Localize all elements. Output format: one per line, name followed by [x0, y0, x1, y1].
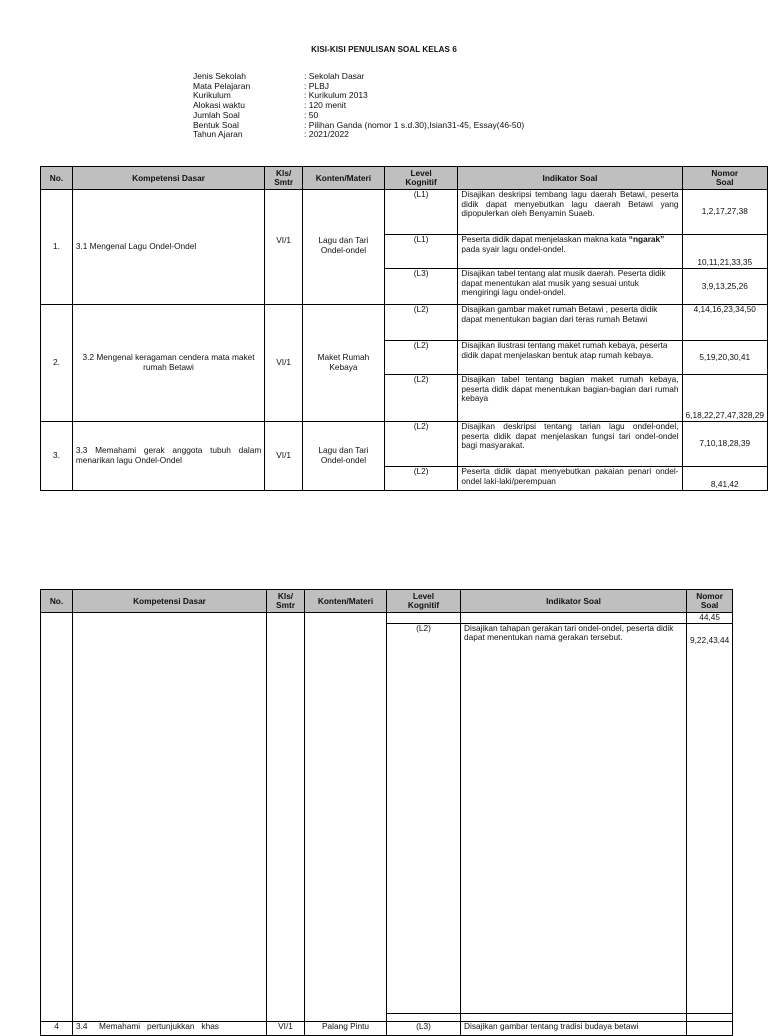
header-nomor-soal [687, 590, 733, 613]
document-title: KISI-KISI PENULISAN SOAL KELAS 6 [311, 45, 457, 54]
table-row [41, 422, 768, 467]
kisi-kisi-table [40, 166, 768, 491]
cell-level: (L1) [384, 190, 458, 235]
header-indikator-soal: Indikator Soal [458, 167, 682, 190]
info-value: : 50 [304, 109, 319, 120]
info-value: : PLBJ [304, 80, 330, 91]
info-label: Bentuk Soal [193, 119, 239, 130]
cell-level: (L2) [384, 341, 458, 375]
header-kls-smtr [267, 590, 305, 613]
cell-no: 3. [41, 422, 73, 491]
cell-nomor: 5,19,20,30,41 [682, 341, 767, 375]
table-row [41, 1021, 733, 1035]
cell-indikator [461, 1013, 687, 1021]
info-row [193, 101, 524, 111]
kisi-kisi-table-continued [40, 589, 733, 1036]
cell-konten: Lagu dan Tari Ondel-ondel [303, 422, 385, 491]
cell-kompetensi-dasar: 3.4 Memahami pertunjukkan khas [73, 1021, 267, 1035]
cell-level [387, 613, 461, 624]
cell-kls: VI/1 [267, 1021, 305, 1035]
cell-no [41, 613, 73, 1022]
indikator-text: Peserta didik dapat menjelaskan makna kata [461, 234, 629, 244]
cell-indikator: Disajikan gambar tentang tradisi budaya betawi [461, 1021, 687, 1035]
header-text: Level [412, 591, 435, 602]
cell-kompetensi-dasar: 3.2 Mengenal keragaman cendera mata maket rumah Betawi [72, 305, 264, 422]
cell-kompetensi-dasar: 3.3 Memahami gerak anggota tubuh dalam menarikan lagu Ondel-Ondel [72, 422, 264, 491]
header-nomor-soal [682, 167, 767, 190]
header-no: No. [41, 590, 73, 613]
cell-indikator: Peserta didik dapat menyebutkan pakaian penari ondel-ondel laki-laki/perempuan [458, 467, 682, 491]
cell-nomor [687, 1021, 733, 1035]
cell-no: 2. [41, 305, 73, 422]
cell-level: (L1) [384, 235, 458, 269]
cell-konten [305, 613, 387, 1022]
cell-nomor: 9,22,43,44 [687, 623, 733, 1013]
cell-indikator: Disajikan deskripsi tentang tarian lagu ondel-ondel, peserta didik dapat menjelaskan fungsi tari ondel-ondel bagi masyarakat. [458, 422, 682, 467]
info-label: Kurikulum [193, 90, 231, 101]
header-text: Nomor [711, 168, 739, 179]
info-label: Jenis Sekolah [193, 71, 246, 81]
info-label: Alokasi waktu [193, 100, 245, 111]
cell-nomor: 8,41,42 [682, 467, 767, 491]
header-text: Soal [716, 177, 734, 187]
info-value: : Sekolah Dasar [304, 71, 365, 81]
indikator-bold-term: “ngarak” [628, 234, 665, 244]
header-text: Nomor [696, 591, 723, 602]
cell-indikator: Disajikan ilustrasi tentang maket rumah kebaya, peserta didik dapat menjelaskan bentuk atap rumah kebaya. [458, 341, 682, 375]
cell-nomor: 1,2,17,27,38 [682, 190, 767, 235]
indikator-text: pada syair lagu ondel-ondel. [461, 243, 566, 254]
info-label: Tahun Ajaran [193, 129, 243, 140]
cell-indikator: Disajikan tabel tentang alat musik daerah. Peserta didik dapat menentukan alat musik yang sesuai untuk mengiringi lagu ondel-ondel. [458, 269, 682, 305]
cell-nomor: 3,9,13,25,26 [682, 269, 767, 305]
document-info [193, 72, 524, 140]
cell-level [387, 1013, 461, 1021]
header-text: Smtr [274, 177, 294, 187]
cell-nomor: 10,11,21,33,35 [682, 235, 767, 269]
cell-no: 1. [41, 190, 73, 305]
header-no: No. [41, 167, 73, 190]
cell-kls: VI/1 [265, 422, 303, 491]
table-row [41, 305, 768, 341]
header-kompetensi-dasar: Kompetensi Dasar [72, 167, 264, 190]
info-row [193, 130, 524, 140]
header-kompetensi-dasar: Kompetensi Dasar [73, 590, 267, 613]
cell-konten: Palang Pintu [305, 1021, 387, 1035]
cell-nomor [687, 1013, 733, 1021]
header-text: Kls/ [276, 168, 292, 179]
cell-nomor: 7,10,18,28,39 [682, 422, 767, 467]
header-kls-smtr [265, 167, 303, 190]
cell-level: (L2) [384, 422, 458, 467]
header-konten-materi: Konten/Materi [305, 590, 387, 613]
table-row [41, 190, 768, 235]
header-konten-materi: Konten/Materi [303, 167, 385, 190]
cell-indikator [458, 235, 682, 269]
info-label: Jumlah Soal [193, 109, 240, 120]
header-text: Kls/ [277, 591, 294, 602]
cell-level: (L3) [384, 269, 458, 305]
cell-nomor: 4,14,16,23,34,50 [682, 305, 767, 341]
header-level-kognitif [387, 590, 461, 613]
header-level-kognitif [384, 167, 458, 190]
table-header-row [41, 590, 733, 613]
info-label: Mata Pelajaran [193, 80, 251, 91]
cell-indikator: Disajikan deskripsi tembang lagu daerah Betawi, peserta didik dapat menyebutkan lagu daerah Betawi yang dipopulerkan oleh Benyamin Suaeb. [458, 190, 682, 235]
header-text: Soal [700, 600, 719, 610]
cell-level: (L2) [384, 375, 458, 422]
cell-level: (L3) [387, 1021, 461, 1035]
cell-indikator: Disajikan gambar maket rumah Betawi , peserta didik dapat menentukan bagian dari teras rumah Betawi [458, 305, 682, 341]
cell-indikator: Disajikan tabel tentang bagian maket rumah kebaya, peserta didik dapat menentukan bagian-bagian dari rumah kebaya [458, 375, 682, 422]
cell-nomor: 44,45 [687, 613, 733, 624]
cell-level: (L2) [384, 467, 458, 491]
table-row [41, 613, 733, 624]
info-value: : 120 menit [304, 100, 347, 111]
info-value: : 2021/2022 [304, 129, 349, 140]
cell-nomor: 6,18,22,27,47,328,29 [682, 375, 767, 422]
table-header-row [41, 167, 768, 190]
cell-kls: VI/1 [265, 190, 303, 305]
cell-kls: VI/1 [265, 305, 303, 422]
cell-level: (L2) [387, 623, 461, 1013]
header-text: Smtr [276, 600, 295, 610]
header-text: Kognitif [405, 177, 437, 187]
cell-indikator: Disajikan tahapan gerakan tari ondel-ondel, peserta didik dapat menentukan nama gerakan tersebut. [461, 623, 687, 1013]
cell-kompetensi-dasar [73, 613, 267, 1022]
info-value: : Pilihan Ganda (nomor 1 s.d.30),Isian31-45, Essay(46-50) [304, 119, 525, 130]
cell-indikator [461, 613, 687, 624]
info-value: : Kurikulum 2013 [304, 90, 368, 101]
cell-level: (L2) [384, 305, 458, 341]
cell-konten: Maket Rumah Kebaya [303, 305, 385, 422]
cell-konten: Lagu dan Tari Ondel-ondel [303, 190, 385, 305]
cell-kls [267, 613, 305, 1022]
header-text: Kognitif [407, 600, 440, 610]
cell-kompetensi-dasar: 3.1 Mengenal Lagu Ondel-Ondel [72, 190, 264, 305]
cell-no: 4 [41, 1021, 73, 1035]
header-text: Level [410, 168, 432, 179]
header-indikator-soal: Indikator Soal [461, 590, 687, 613]
